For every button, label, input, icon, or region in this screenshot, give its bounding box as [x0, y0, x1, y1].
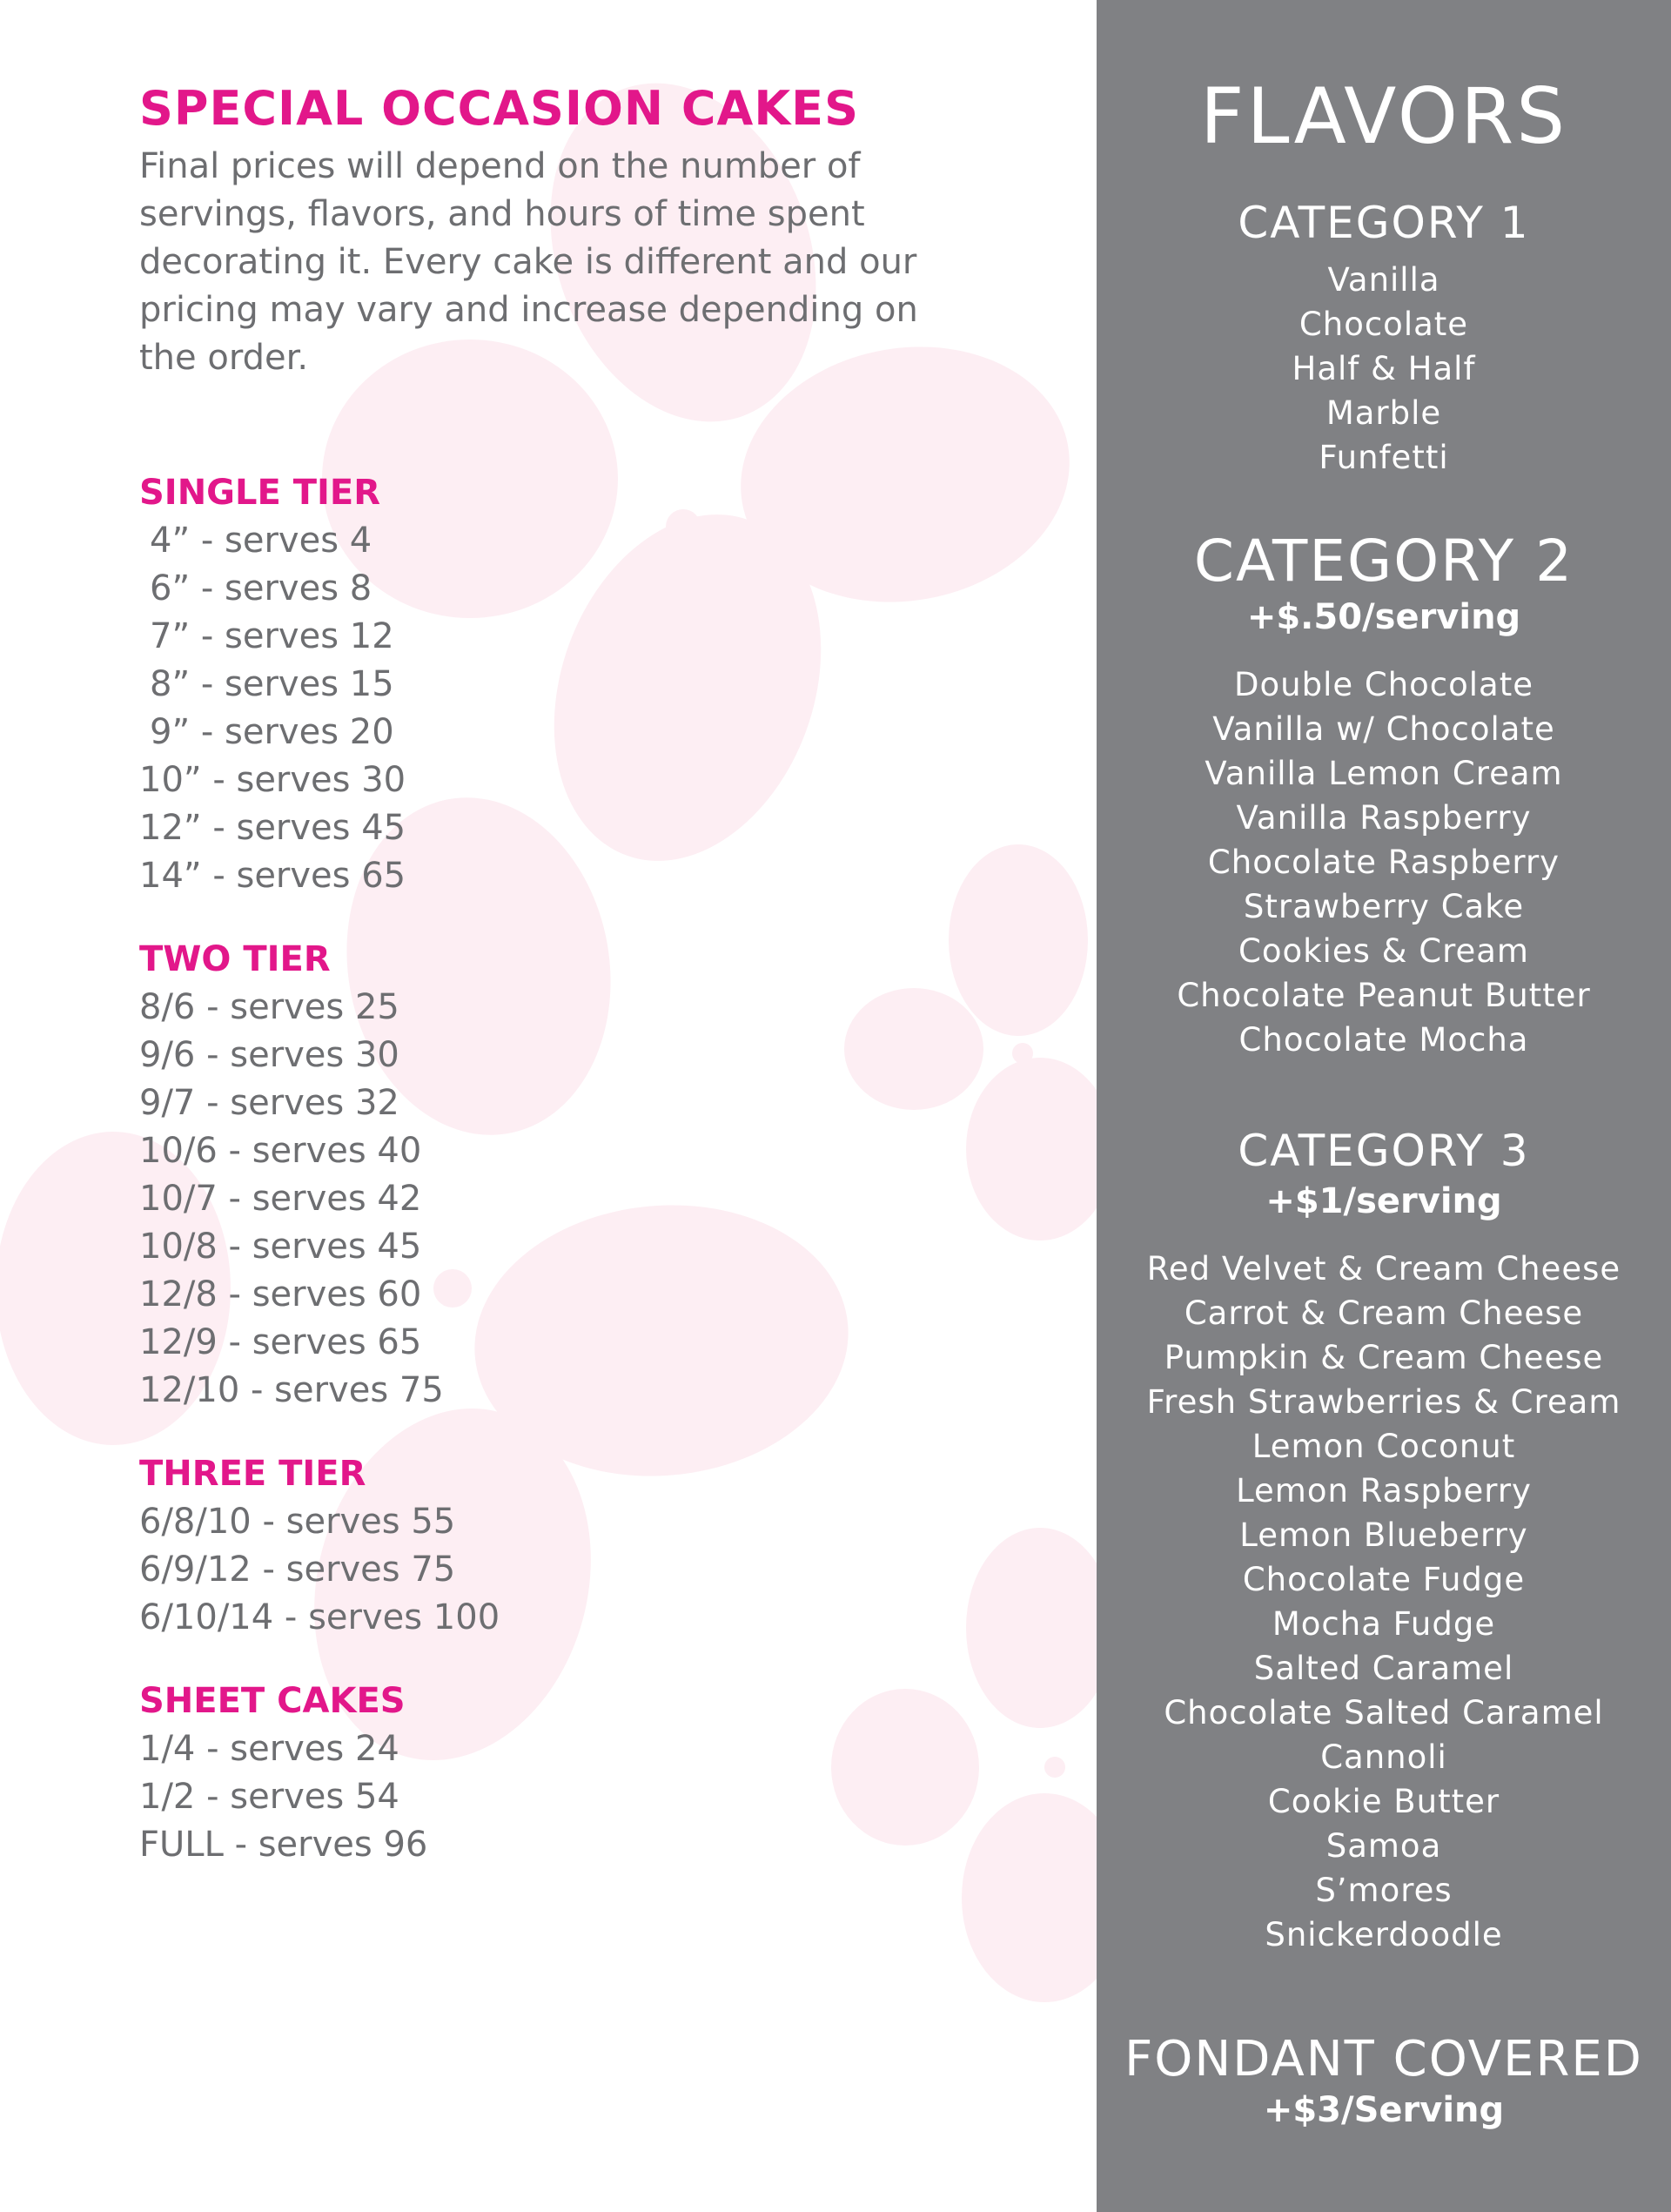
- flavor-item: S’mores: [1315, 1872, 1453, 1909]
- flavor-list: [1097, 662, 1671, 1062]
- section-two-tier: [139, 935, 1010, 1415]
- flavor-item: Chocolate Peanut Butter: [1177, 977, 1591, 1014]
- section-heading: TWO TIER: [139, 939, 331, 979]
- size-item: 12/9 - serves 65: [139, 1322, 422, 1362]
- size-item: 10” - serves 30: [139, 760, 406, 800]
- size-item: 7” - serves 12: [150, 616, 394, 656]
- flavor-item: Cannoli: [1320, 1738, 1447, 1776]
- section-three-tier: [139, 1449, 1010, 1642]
- size-list: [139, 984, 1010, 1415]
- section-heading: THREE TIER: [139, 1454, 366, 1494]
- category-heading: CATEGORY 1: [1238, 198, 1530, 248]
- flavor-item: Marble: [1325, 394, 1442, 432]
- flavor-list: [1097, 1247, 1671, 1957]
- flavor-item: Salted Caramel: [1253, 1650, 1514, 1687]
- category-heading: CATEGORY 2: [1193, 528, 1574, 595]
- section-single-tier: [139, 468, 1010, 900]
- flavor-item: Chocolate Raspberry: [1207, 844, 1560, 881]
- size-item: 8/6 - serves 25: [139, 987, 399, 1027]
- flavor-item: Funfetti: [1319, 439, 1449, 476]
- size-item: 8” - serves 15: [150, 664, 394, 704]
- size-item: 6/10/14 - serves 100: [139, 1597, 500, 1637]
- page-title: SPECIAL OCCASION CAKES: [139, 81, 859, 136]
- flavor-item: Double Chocolate: [1234, 666, 1533, 703]
- cake-sizes-column: [139, 77, 1010, 1869]
- flavor-item: Vanilla Raspberry: [1236, 799, 1532, 837]
- flavor-item: Chocolate Fudge: [1242, 1561, 1526, 1598]
- size-item: 1/2 - serves 54: [139, 1777, 399, 1817]
- section-sheet-cakes: [139, 1677, 1010, 1869]
- flavor-item: Strawberry Cake: [1243, 888, 1525, 925]
- size-item: FULL - serves 96: [139, 1825, 428, 1865]
- size-item: 6/9/12 - serves 75: [139, 1550, 456, 1590]
- flavor-item: Cookie Butter: [1267, 1783, 1500, 1820]
- flavor-item: Lemon Raspberry: [1236, 1472, 1532, 1509]
- size-list: [139, 1498, 1010, 1642]
- flavors-panel: [1097, 0, 1671, 2212]
- size-item: 14” - serves 65: [139, 856, 406, 896]
- flavor-item: Pumpkin & Cream Cheese: [1164, 1339, 1604, 1376]
- size-item: 10/8 - serves 45: [139, 1227, 422, 1267]
- flavor-item: Vanilla Lemon Cream: [1205, 755, 1563, 792]
- section-heading: SHEET CAKES: [139, 1681, 406, 1721]
- flavor-item: Cookies & Cream: [1238, 932, 1529, 970]
- size-item: 10/6 - serves 40: [139, 1131, 422, 1171]
- category-surcharge: +$1/serving: [1265, 1181, 1502, 1221]
- flavor-item: Chocolate Mocha: [1238, 1021, 1529, 1059]
- category-surcharge: +$.50/serving: [1246, 597, 1521, 637]
- flavor-item: Chocolate Salted Caramel: [1164, 1694, 1604, 1731]
- size-item: 12/10 - serves 75: [139, 1370, 444, 1410]
- flavor-item: Mocha Fudge: [1272, 1605, 1496, 1643]
- flavor-item: Vanilla: [1327, 261, 1440, 299]
- size-item: 9” - serves 20: [150, 712, 394, 752]
- category-3: [1097, 1123, 1671, 1957]
- flavor-item: Samoa: [1325, 1827, 1442, 1865]
- flavor-item: Vanilla w/ Chocolate: [1212, 710, 1555, 748]
- section-heading: SINGLE TIER: [139, 473, 381, 513]
- pricing-note: Final prices will depend on the number of servings, flavors, and hours of time spent decorating it. Every cake is different and our pricing may vary and increase depending on the order.: [139, 146, 918, 378]
- flavor-item: Red Velvet & Cream Cheese: [1146, 1250, 1621, 1288]
- size-item: 12/8 - serves 60: [139, 1274, 422, 1314]
- flavors-title: FLAVORS: [1199, 71, 1568, 161]
- size-item: 9/7 - serves 32: [139, 1083, 399, 1123]
- flavor-item: Carrot & Cream Cheese: [1184, 1294, 1584, 1332]
- flavor-item: Lemon Coconut: [1252, 1428, 1516, 1465]
- size-item: 4” - serves 4: [150, 521, 372, 561]
- fondant-surcharge: +$3/Serving: [1263, 2090, 1505, 2130]
- size-item: 6/8/10 - serves 55: [139, 1502, 456, 1542]
- category-2: [1097, 528, 1671, 1062]
- size-item: 1/4 - serves 24: [139, 1729, 399, 1769]
- flavor-item: Chocolate: [1299, 306, 1469, 343]
- fondant-heading: FONDANT COVERED: [1124, 2031, 1643, 2088]
- flavor-item: Fresh Strawberries & Cream: [1146, 1383, 1621, 1421]
- flavor-item: Snickerdoodle: [1265, 1916, 1503, 1953]
- category-1: [1097, 195, 1671, 480]
- size-item: 10/7 - serves 42: [139, 1179, 422, 1219]
- size-list: [139, 1725, 1010, 1869]
- fondant-covered: [1097, 2032, 1671, 2133]
- size-item: 6” - serves 8: [150, 568, 372, 608]
- size-item: 12” - serves 45: [139, 808, 406, 848]
- flavor-item: Half & Half: [1292, 350, 1476, 387]
- flavor-item: Lemon Blueberry: [1239, 1516, 1528, 1554]
- size-list: [139, 517, 1010, 900]
- flavor-list: [1097, 258, 1671, 480]
- size-item: 9/6 - serves 30: [139, 1035, 399, 1075]
- category-heading: CATEGORY 3: [1238, 1126, 1530, 1176]
